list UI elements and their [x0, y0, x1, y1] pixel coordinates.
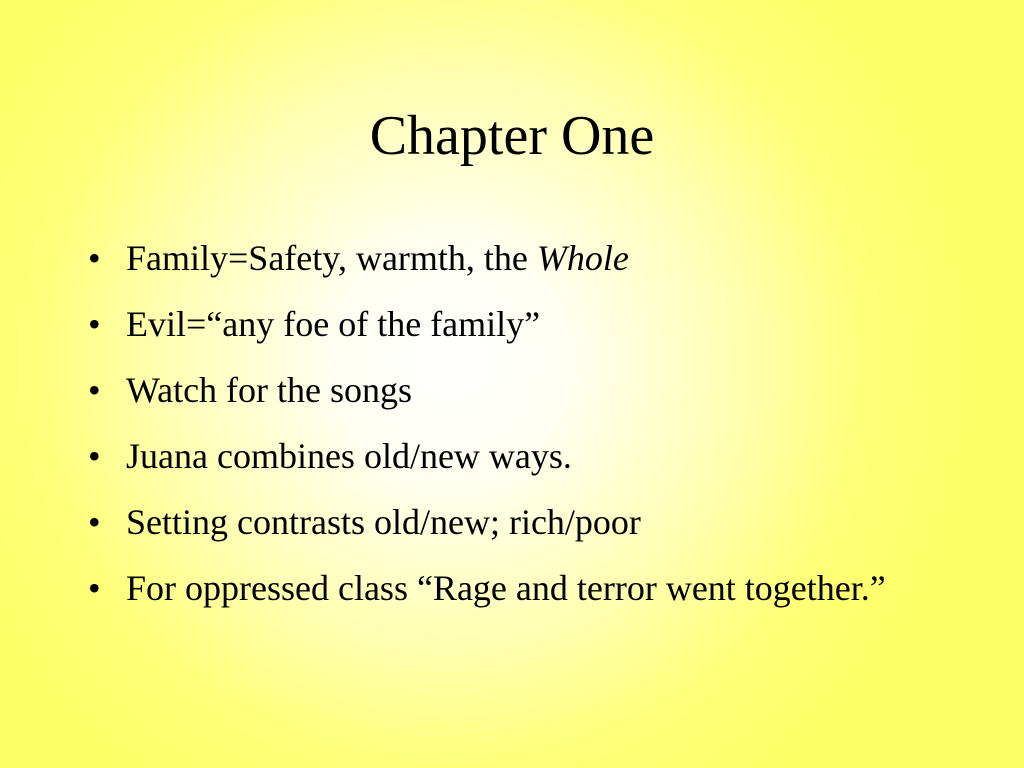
bullet-item-songs	[88, 365, 948, 416]
bullet-text: Setting contrasts old/new; rich/poor	[126, 502, 641, 542]
bullet-text: Family=Safety, warmth, the	[126, 238, 537, 278]
bullet-icon: •	[88, 370, 101, 410]
bullet-item-setting	[88, 497, 948, 548]
bullet-icon: •	[88, 304, 101, 344]
bullet-text: Juana combines old/new ways.	[126, 436, 572, 476]
bullet-icon: •	[88, 568, 101, 608]
bullet-text: Watch for the songs	[126, 370, 413, 410]
bullet-icon: •	[88, 502, 101, 542]
bullet-item-oppressed-class	[88, 563, 948, 614]
bullet-text: For oppressed class “Rage and terror went together.”	[126, 568, 886, 608]
bullet-icon: •	[88, 238, 101, 278]
slide-title: Chapter One	[369, 105, 655, 167]
bullet-emphasis: Whole	[536, 238, 629, 278]
bullet-text: Evil=“any foe of the family”	[126, 304, 541, 344]
bullet-item-juana	[88, 431, 948, 482]
bullet-item-family	[88, 233, 948, 284]
bullet-list	[88, 233, 948, 614]
bullet-item-evil	[88, 299, 948, 350]
bullet-icon: •	[88, 436, 101, 476]
